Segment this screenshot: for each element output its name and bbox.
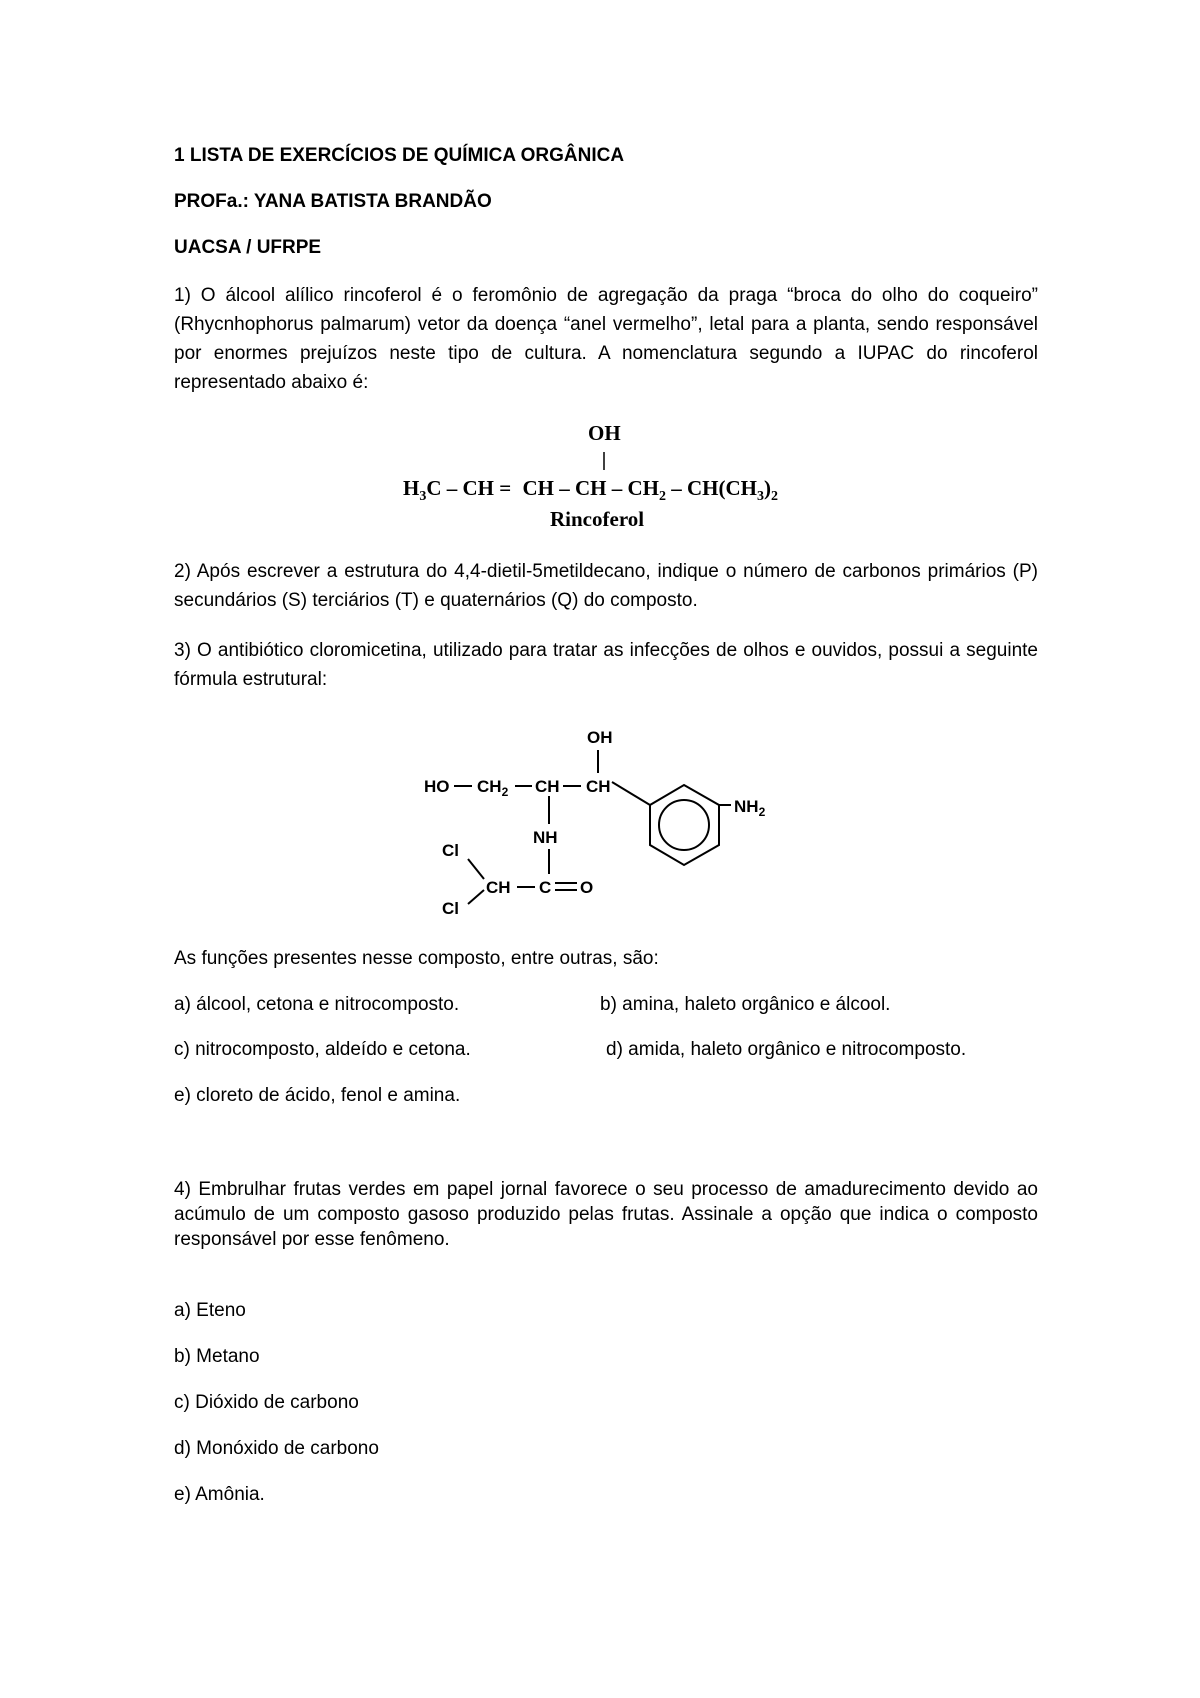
institution-name: UACSA / UFRPE: [174, 237, 322, 258]
struct-ch-c-label: CH: [486, 878, 511, 897]
rincoferol-oh-label: OH: [588, 421, 621, 445]
q3-option-a: a) álcool, cetona e nitrocomposto.: [174, 994, 460, 1015]
bond-ch-ring: [612, 782, 650, 805]
struct-ch2-label: $CH_2$: [477, 777, 509, 799]
question-4-text: 4) Embrulhar frutas verdes em papel jornal favorece o seu processo de amadurecimento devido ao acúmulo de um composto gasoso produzido pelas frutas. Assinale a opção que indica o composto responsável por esse fenômeno.: [174, 1179, 1038, 1250]
struct-c-label: C: [539, 878, 552, 897]
question-2-text: 2) Após escrever a estrutura do 4,4-dietil-5metildecano, indique o número de carbonos primários (P) secundários (S) terciários (T) e quaternários (Q) do composto.: [174, 561, 1038, 611]
bond-cl1-ch: [468, 859, 484, 879]
document-title: 1 LISTA DE EXERCÍCIOS DE QUÍMICA ORGÂNICA: [174, 145, 625, 166]
q3-option-e: e) cloreto de ácido, fenol e amina.: [174, 1085, 461, 1106]
struct-ho-label: HO: [424, 777, 450, 796]
struct-o-label: O: [580, 878, 594, 897]
struct-nh2-label: $NH_2$: [734, 797, 766, 819]
q4-option-e: e) Amônia.: [174, 1484, 265, 1505]
q4-option-a: a) Eteno: [174, 1300, 246, 1321]
struct-cl1-label: Cl: [442, 841, 459, 860]
benzene-circle: [659, 800, 709, 850]
bond-cl2-ch: [468, 890, 484, 904]
question-1-text: 1) O álcool alílico rincoferol é o feromônio de agregação da praga “broca do olho do coqueiro” (Rhycnhophorus palmarum) vetor da doença “anel vermelho”, letal para a planta, sendo responsável por enormes prejuízos neste tipo de cultura. A nomenclatura segundo a IUPAC do rincoferol representado abaixo é:: [174, 285, 1038, 393]
q3-option-c: c) nitrocomposto, aldeído e cetona.: [174, 1039, 471, 1060]
q4-option-d: d) Monóxido de carbono: [174, 1438, 379, 1459]
teacher-name: PROFa.: YANA BATISTA BRANDÃO: [174, 191, 492, 212]
rincoferol-chain: $H_3C$ – CH = CH – CH – $CH_2 - CH(CH_3)_2$: [403, 476, 778, 504]
struct-cl2-label: Cl: [442, 899, 459, 918]
rincoferol-name: Rincoferol: [550, 507, 645, 531]
struct-ch-b-label: CH: [586, 777, 611, 796]
q3-option-b: b) amina, haleto orgânico e álcool.: [600, 994, 891, 1015]
struct-ch-a-label: CH: [535, 777, 560, 796]
struct-nh-label: NH: [533, 828, 558, 847]
question-3-text: 3) O antibiótico cloromicetina, utilizado para tratar as infecções de olhos e ouvidos, possui a seguinte fórmula estrutural:: [174, 640, 1038, 690]
question-3-prompt: As funções presentes nesse composto, entre outras, são:: [174, 948, 659, 969]
q3-option-d: d) amida, haleto orgânico e nitrocomposto.: [606, 1039, 967, 1060]
q4-option-b: b) Metano: [174, 1346, 260, 1367]
q4-option-c: c) Dióxido de carbono: [174, 1392, 359, 1413]
struct-oh-label: OH: [587, 728, 613, 747]
